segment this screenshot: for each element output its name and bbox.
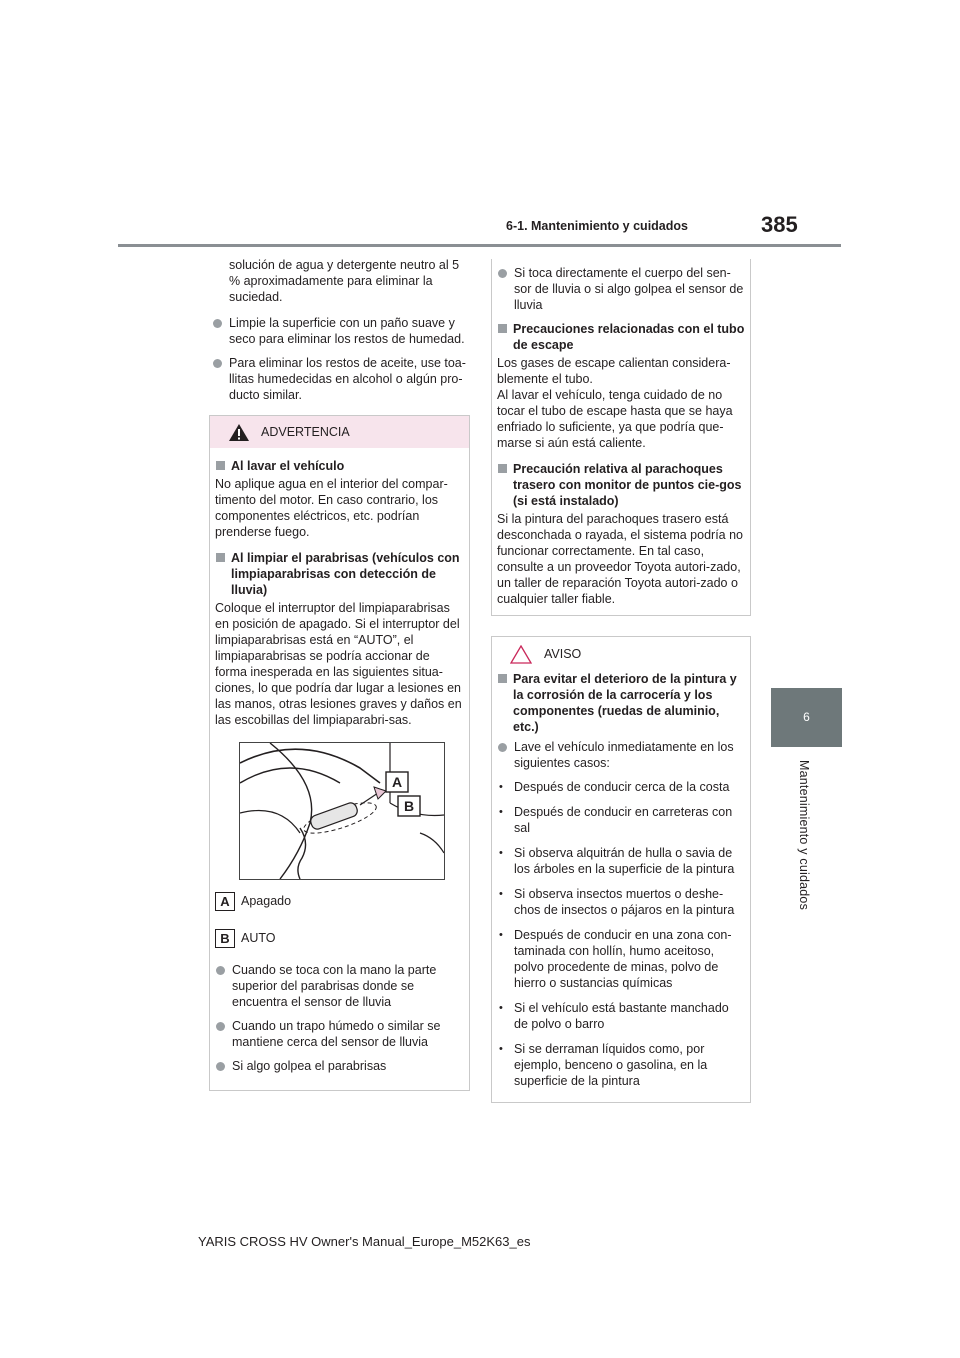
list-item: • Si el vehículo está bastante manchado de polvo o barro [497, 1000, 745, 1032]
intro-continuation: solución de agua y detergente neutro al 5 % aproximadamente para eliminar la suciedad. [229, 258, 460, 304]
list-item: • Después de conducir en una zona con-taminada con hollín, humo aceitoso, polvo procedente de minas, polvo de hierro o sustancias químicas [497, 927, 745, 991]
notice-header [492, 637, 750, 669]
legend-key: A [215, 892, 235, 911]
left-intro [212, 257, 468, 411]
list-item: Limpie la superficie con un paño suave y seco para eliminar los restos de humedad. [212, 315, 468, 347]
list-item: • Después de conducir cerca de la costa [497, 779, 745, 795]
chapter-tab[interactable] [771, 688, 842, 747]
section-heading: Precaución relativa al parachoques trasero con monitor de puntos cie-gos (si está instalado) [497, 461, 745, 509]
caution-triangle-icon [510, 645, 532, 664]
legend-text: AUTO [241, 930, 276, 945]
diagram-label-b: B [403, 798, 415, 814]
chapter-label: Mantenimiento y cuidados [797, 760, 811, 911]
wiper-switch-illustration [240, 743, 444, 879]
section-text: Los gases de escape calientan considera-blemente el tubo. Al lavar el vehículo, tenga cuidado de no tocar el tubo de escape hasta que se haya enfriado lo suficiente, ya que podría que-marse si aún está caliente. [497, 356, 733, 450]
section-heading: Al limpiar el parabrisas (vehículos con limpiaparabrisas con detección de lluvia) [215, 550, 464, 598]
legend-text: Apagado [241, 893, 292, 908]
list-item: Cuando se toca con la mano la parte superior del parabrisas donde se encuentra el sensor de lluvia [215, 962, 464, 1010]
notice-title: AVISO [544, 647, 582, 661]
section-heading: Precauciones relacionadas con el tubo de escape [497, 321, 745, 353]
chapter-number: 6 [803, 710, 810, 724]
list-item: • Si observa insectos muertos o deshe-chos de insectos o pájaros en la pintura [497, 886, 745, 918]
warning-box [209, 415, 470, 1091]
section-heading: Para evitar el deterioro de la pintura y la corrosión de la carrocería y los componentes (ruedas de aluminio, etc.) [497, 671, 745, 735]
legend-key: B [215, 929, 235, 948]
section-heading: Al lavar el vehículo [215, 458, 464, 474]
legend-item-b [215, 929, 464, 948]
section-text: No aplique agua en el interior del compar-timento del motor. En caso contrario, los componentes eléctricos, etc. podrían prenderse fuego. [215, 477, 448, 539]
warning-triangle-icon [228, 423, 250, 442]
notice-box [491, 636, 751, 1103]
list-item: • Si observa alquitrán de hulla o savia de los árboles en la superficie de la pintura [497, 845, 745, 877]
list-item: Lave el vehículo inmediatamente en los siguientes casos: [497, 739, 745, 771]
list-item: • Después de conducir en carreteras con sal [497, 804, 745, 836]
wiper-switch-diagram [239, 742, 445, 880]
warning-title: ADVERTENCIA [261, 425, 350, 439]
page-number: 385 [761, 212, 798, 237]
section-text: Si la pintura del parachoques trasero está desconchada o rayada, el sistema podría no funcionar correctamente. En tal caso, consulte a un proveedor Toyota autori-zado, un taller de reparación Toyota autori-zado o cualquier taller fiable. [497, 512, 743, 606]
header-rule [118, 244, 841, 247]
diagram-label-a: A [391, 774, 403, 790]
list-item: Cuando un trapo húmedo o similar se mantiene cerca del sensor de lluvia [215, 1018, 464, 1050]
list-item: Si toca directamente el cuerpo del sen-sor de lluvia o si algo golpea el sensor de lluvia [497, 265, 745, 313]
section-title: 6-1. Mantenimiento y cuidados [506, 219, 688, 233]
section-text: Coloque el interruptor del limpiaparabrisas en posición de apagado. Si el interruptor del limpiaparabrisas está en “AUTO”, el limpiaparabrisas se podría accionar de forma inesperada en las siguientes situa-ciones, lo que podría dar lugar a lesiones en las manos, otras lesiones graves y daños en las escobillas del limpiaparabri-sas. [215, 601, 462, 727]
list-item: • Si se derraman líquidos como, por ejemplo, benceno o gasolina, en la superficie de la pintura [497, 1041, 745, 1089]
list-item: Para eliminar los restos de aceite, use toa-llitas humedecidas en alcohol o algún pro-ducto similar. [212, 355, 468, 403]
legend-item-a [215, 892, 464, 911]
list-item: Si algo golpea el parabrisas [215, 1058, 464, 1074]
footer-text: YARIS CROSS HV Owner's Manual_Europe_M52K63_es [198, 1234, 531, 1249]
warning-header [210, 416, 469, 448]
warning-continuation-box [491, 259, 751, 616]
